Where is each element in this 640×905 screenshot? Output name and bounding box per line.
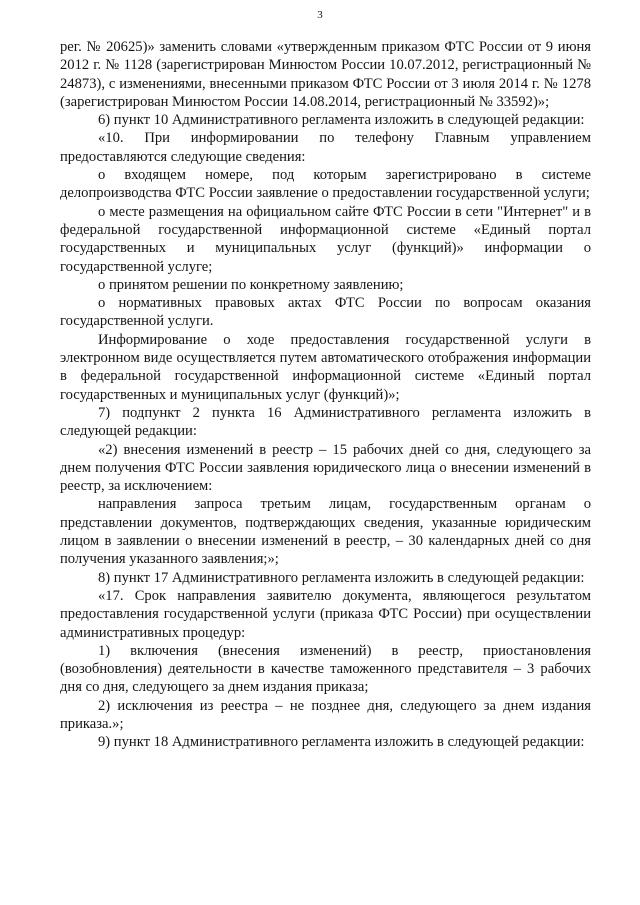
paragraph: о месте размещения на официальном сайте ФТС России в сети "Интернет" и в федеральной государственной информационной системе «Единый портал государственных и муниципальных услуг (функций)» информации о государственной услуге; [60,203,591,275]
paragraph: направления запроса третьим лицам, государственным органам о представлении документов, подтверждающих сведения, указанные юридическим лицом в заявлении о внесении изменений в реестр, – 30 календарных дней со дня получения указанного заявления;»; [60,496,591,568]
paragraph: 1) включения (внесения изменений) в реестр, приостановления (возобновления) деятельности в качестве таможенного представителя – 3 рабочих дня со дня, следующего за днем издания приказа; [60,642,591,696]
paragraph: «10. При информировании по телефону Главным управлением предоставляются следующие сведения: [60,130,591,165]
paragraph: 8) пункт 17 Административного регламента изложить в следующей редакции: [98,569,585,586]
page-number: 3 [317,9,323,21]
paragraph: «17. Срок направления заявителю документа, являющегося результатом предоставления государственной услуги (приказа ФТС России) при осуществлении административных процедур: [60,587,591,641]
paragraph: о нормативных правовых актах ФТС России по вопросам оказания государственной услуги. [60,295,591,330]
paragraph: 7) подпункт 2 пункта 16 Административного регламента изложить в следующей редакции: [60,404,591,440]
paragraph: 2) исключения из реестра – не позднее дня, следующего за днем издания приказа.»; [60,697,591,732]
paragraph: о принятом решении по конкретному заявлению; [98,276,404,293]
paragraph: 9) пункт 18 Административного регламента изложить в следующей редакции: [98,734,585,751]
paragraph: «2) внесения изменений в реестр – 15 рабочих дней со дня, следующего за днем получения ФТС России заявления юридического лица о внесении изменений в реестр, за исключением: [60,441,591,495]
document-body [60,38,591,752]
paragraph: Информирование о ходе предоставления государственной услуги в электронном виде осуществляется путем автоматического отображения информации в федеральной государственной информационной системе «Единый портал государственных и муниципальных услуг (функций)»; [60,331,591,403]
paragraph: 6) пункт 10 Административного регламента изложить в следующей редакции: [98,112,585,129]
paragraph: о входящем номере, под которым зарегистрировано в системе делопроизводства ФТС России заявление о предоставлении государственной услуги; [60,167,591,202]
paragraph: рег. № 20625)» заменить словами «утвержденным приказом ФТС России от 9 июня 2012 г. № 1128 (зарегистрирован Минюстом России 10.07.2012, регистрационный № 24873), с изменениями, внесенными приказом ФТС России от 3 июля 2014 г. № 1278 (зарегистрирован Минюстом России 14.08.2014, регистрационный № 33592)»; [60,39,591,110]
